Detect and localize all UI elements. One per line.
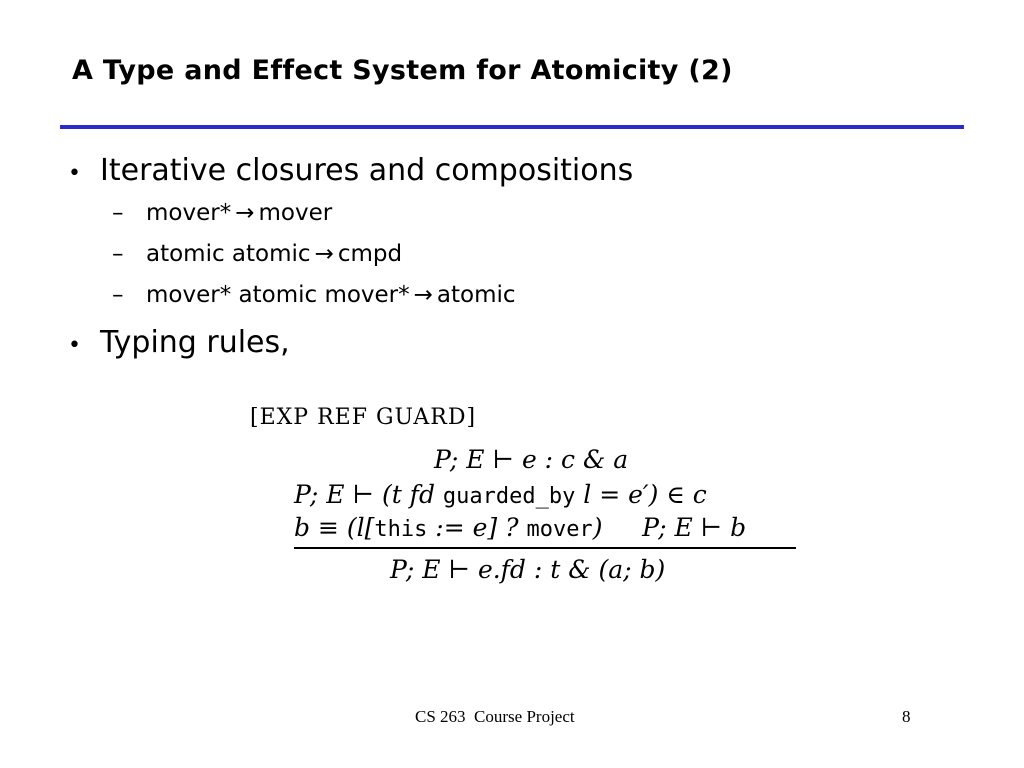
footer-course: CS 263 Course Project bbox=[415, 707, 575, 726]
sub-item bbox=[112, 241, 402, 267]
title-divider bbox=[60, 125, 964, 129]
sub-item-after: cmpd bbox=[337, 241, 403, 267]
rule-divider bbox=[294, 547, 796, 549]
page-number: 8 bbox=[902, 707, 911, 726]
rule-conclusion: P; E ⊢ e.fd : t & (a; b) bbox=[390, 555, 666, 584]
dash-marker: – bbox=[112, 200, 124, 226]
slide-title: A Type and Effect System for Atomicity (2) bbox=[72, 55, 733, 86]
sub-item-after: atomic bbox=[436, 282, 516, 308]
keyword: guarded_by bbox=[442, 484, 576, 509]
dash-marker: – bbox=[112, 241, 124, 267]
bullet-item bbox=[68, 325, 290, 360]
sub-item bbox=[112, 200, 332, 226]
sub-item-after: mover bbox=[258, 200, 333, 226]
sub-item-before: mover* bbox=[146, 200, 232, 226]
rule-name: [EXP REF GUARD] bbox=[250, 405, 477, 430]
sub-item-before: mover* atomic mover* bbox=[146, 282, 410, 308]
rule-premise-1: P; E ⊢ e : c & a bbox=[434, 445, 629, 474]
bullet-marker: • bbox=[68, 161, 81, 186]
sub-item-before: atomic atomic bbox=[146, 241, 311, 267]
typing-rule bbox=[250, 405, 810, 595]
rule-premise-2: P; E ⊢ (t fd guarded_by l = e′) ∈ c bbox=[294, 480, 707, 509]
bullet-text: Iterative closures and compositions bbox=[100, 153, 634, 188]
bullet-marker: • bbox=[68, 333, 81, 358]
right-arrow-icon: → bbox=[314, 241, 334, 267]
sub-item bbox=[112, 282, 516, 308]
bullet-text: Typing rules, bbox=[100, 325, 290, 360]
rule-premise-3: b ≡ (l[this := e] ? mover) P; E ⊢ b bbox=[294, 513, 747, 542]
right-arrow-icon: → bbox=[413, 282, 433, 308]
keyword: mover bbox=[526, 517, 593, 542]
right-arrow-icon: → bbox=[235, 200, 255, 226]
dash-marker: – bbox=[112, 282, 124, 308]
bullet-item bbox=[68, 153, 633, 188]
keyword: this bbox=[374, 517, 428, 542]
